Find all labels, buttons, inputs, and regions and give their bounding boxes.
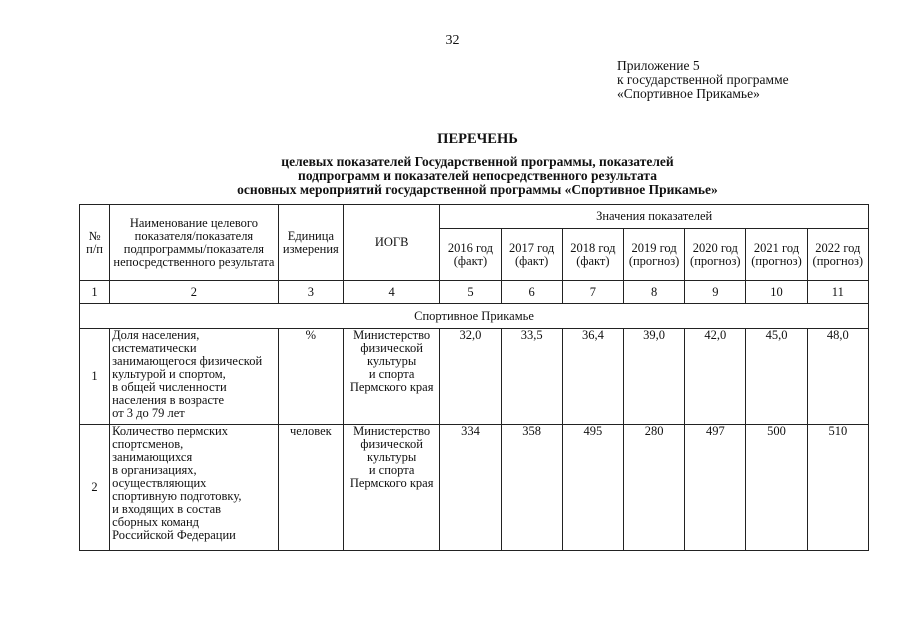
year-type: (прогноз) (690, 253, 741, 268)
year-label: 2018 год (570, 240, 616, 255)
indicator-name-line: от 3 до 79 лет (112, 406, 185, 420)
document-subtitle-line-2: подпрограмм и показателей непосредственного результата (298, 168, 657, 183)
value-cell: 358 (501, 425, 562, 551)
indicator-name-line: в общей численности (112, 380, 227, 394)
indicators-table (79, 204, 869, 551)
unit-cell: % (278, 329, 343, 425)
year-label: 2021 год (753, 240, 800, 255)
column-number: 9 (685, 281, 746, 304)
indicator-name-line: осуществляющих (112, 476, 207, 490)
page-number: 32 (445, 33, 460, 48)
appendix-line-1: Приложение 5 (617, 58, 700, 73)
indicator-name (110, 329, 279, 425)
iogv-line: и спорта (368, 463, 415, 477)
document-title-block (0, 131, 905, 197)
column-number: 3 (278, 281, 343, 304)
indicator-name-line: в организациях, (112, 463, 197, 477)
indicator-name-line: систематически (112, 341, 197, 355)
indicator-name-line: населения в возрасте (112, 393, 225, 407)
indicator-name-line: сборных команд (112, 515, 200, 529)
indicator-name-line: занимающихся (112, 450, 193, 464)
header-unit: Единица измерения (278, 205, 343, 281)
iogv-line: и спорта (368, 367, 415, 381)
document-subtitle-line-3: основных мероприятий государственной программы «Спортивное Прикамье» (237, 182, 718, 197)
column-number: 8 (623, 281, 684, 304)
table-row (80, 329, 869, 425)
appendix-block (617, 59, 789, 101)
value-cell: 497 (685, 425, 746, 551)
iogv-line: культуры (367, 450, 417, 464)
year-label: 2017 год (509, 240, 555, 255)
document-title: ПЕРЕЧЕНЬ (437, 131, 518, 147)
column-number: 7 (562, 281, 623, 304)
value-cell: 510 (807, 425, 868, 551)
unit-cell: человек (278, 425, 343, 551)
row-number: 1 (80, 329, 110, 425)
year-type: (прогноз) (628, 253, 680, 268)
indicator-name-line: спортивную подготовку, (112, 489, 242, 503)
year-label: 2019 год (631, 240, 677, 255)
value-cell: 495 (562, 425, 623, 551)
header-year-2022 (807, 229, 868, 281)
header-year-2021 (746, 229, 807, 281)
value-cell: 334 (440, 425, 501, 551)
indicator-name-line: Доля населения, (112, 328, 200, 342)
header-name: Наименование целевого показателя/показателя подпрограммы/показателя непосредственного результата (110, 205, 279, 281)
column-number: 5 (440, 281, 501, 304)
year-type: (факт) (453, 253, 488, 268)
year-type: (прогноз) (812, 253, 864, 268)
header-year-2016 (440, 229, 501, 281)
column-number: 1 (80, 281, 110, 304)
column-number: 2 (110, 281, 279, 304)
column-number: 6 (501, 281, 562, 304)
header-iogv: ИОГВ (343, 205, 439, 281)
table-row (80, 425, 869, 551)
iogv-line: Министерство (353, 328, 431, 342)
column-number: 10 (746, 281, 807, 304)
value-cell: 39,0 (623, 329, 684, 425)
year-type: (факт) (514, 253, 549, 268)
indicator-name-line: и входящих в состав (112, 502, 222, 516)
header-year-2017 (501, 229, 562, 281)
row-number: 2 (80, 425, 110, 551)
iogv-cell (343, 329, 439, 425)
value-cell: 280 (623, 425, 684, 551)
iogv-line: физической (360, 341, 423, 355)
value-cell: 33,5 (501, 329, 562, 425)
section-title: Спортивное Прикамье (80, 304, 869, 329)
header-year-2020 (685, 229, 746, 281)
column-numbers-row (80, 281, 869, 304)
header-values-group: Значения показателей (440, 205, 869, 229)
value-cell: 42,0 (685, 329, 746, 425)
indicator-name-line: спортсменов, (112, 437, 184, 451)
year-type: (факт) (576, 253, 610, 268)
header-year-2019 (623, 229, 684, 281)
indicator-name-line: Количество пермских (112, 424, 228, 438)
indicator-name-line: занимающегося физической (112, 354, 263, 368)
indicator-name-line: культурой и спортом, (112, 367, 226, 381)
value-cell: 32,0 (440, 329, 501, 425)
column-number: 11 (807, 281, 868, 304)
iogv-cell (343, 425, 439, 551)
year-type: (прогноз) (751, 253, 802, 268)
indicator-name-line: Российской Федерации (112, 528, 236, 542)
appendix-line-2: к государственной программе (617, 72, 789, 87)
document-subtitle-line-1: целевых показателей Государственной программы, показателей (281, 154, 674, 169)
value-cell: 48,0 (807, 329, 868, 425)
iogv-line: культуры (367, 354, 417, 368)
iogv-line: Министерство (353, 424, 431, 438)
year-label: 2022 год (815, 240, 861, 255)
year-label: 2020 год (692, 240, 738, 255)
section-row (80, 304, 869, 329)
header-num: № п/п (80, 205, 110, 281)
header-year-2018 (562, 229, 623, 281)
value-cell: 36,4 (562, 329, 623, 425)
value-cell: 45,0 (746, 329, 807, 425)
year-label: 2016 год (447, 240, 494, 255)
appendix-line-3: «Спортивное Прикамье» (617, 86, 760, 101)
column-number: 4 (343, 281, 439, 304)
value-cell: 500 (746, 425, 807, 551)
iogv-line: Пермского края (349, 476, 434, 490)
iogv-line: физической (360, 437, 423, 451)
iogv-line: Пермского края (349, 380, 434, 394)
indicator-name (110, 425, 279, 551)
